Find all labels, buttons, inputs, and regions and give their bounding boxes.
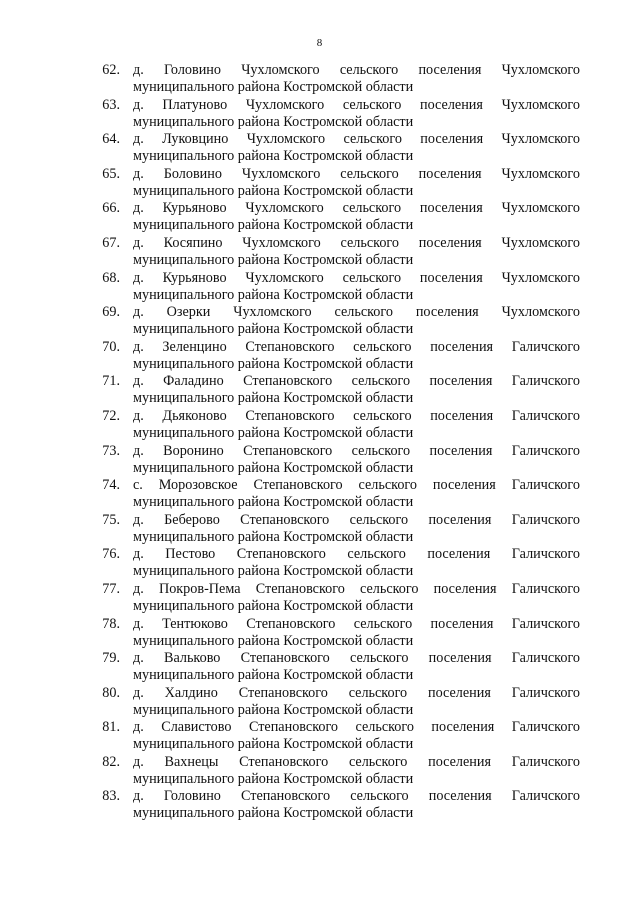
item-word: поселения: [427, 546, 491, 563]
item-word: поселения: [430, 407, 494, 424]
item-word: Галичского: [511, 753, 580, 770]
item-word: д.: [133, 407, 144, 424]
item-word: сельского: [334, 304, 393, 321]
list-item: [86, 443, 580, 478]
item-first-line: [133, 754, 580, 771]
item-word: д.: [133, 580, 144, 597]
item-word: д.: [133, 269, 144, 286]
item-word: Степановского: [243, 442, 333, 459]
item-second-line: муниципального района Костромской области: [133, 459, 414, 476]
item-word: Галичского: [511, 338, 580, 355]
item-word: Галичского: [511, 684, 580, 701]
item-number: 77.: [102, 580, 120, 597]
item-first-line: [133, 373, 580, 390]
item-word: сельского: [351, 373, 411, 390]
item-word: Чухломского: [501, 304, 580, 321]
item-word: Чухломского: [246, 131, 326, 148]
item-word: поселения: [420, 131, 484, 148]
item-first-line: [133, 443, 580, 460]
item-word: д.: [133, 96, 144, 113]
item-second-line: муниципального района Костромской области: [133, 79, 414, 95]
list-item: [86, 200, 580, 235]
item-word: Чухломского: [501, 62, 580, 78]
item-word: д.: [133, 650, 144, 667]
item-word: д.: [133, 234, 144, 251]
list-item: [86, 512, 580, 547]
item-word: Курьяново: [162, 200, 227, 217]
item-word: сельского: [339, 62, 399, 78]
item-second-line: муниципального района Костромской области: [133, 321, 414, 338]
list-item: [86, 754, 580, 789]
item-word: Степановского: [243, 373, 333, 390]
item-number: 63.: [102, 96, 120, 113]
list-item: [86, 719, 580, 754]
item-word: Степановского: [239, 753, 329, 770]
list-item: [86, 685, 580, 720]
item-number: 66.: [102, 200, 120, 217]
item-second-line: муниципального района Костромской области: [133, 355, 414, 372]
item-number: 64.: [102, 131, 120, 148]
item-word: Чухломского: [245, 200, 324, 217]
item-word: Степановского: [248, 719, 339, 736]
item-word: Галичского: [511, 719, 580, 736]
item-word: д.: [133, 511, 144, 528]
item-word: Степановского: [245, 407, 335, 424]
item-number: 75.: [102, 511, 120, 528]
item-word: д.: [133, 304, 144, 321]
item-second-line: муниципального района Костромской области: [133, 251, 414, 268]
item-word: Вахнецы: [164, 753, 219, 770]
item-word: д.: [133, 373, 144, 390]
item-word: сельского: [348, 684, 408, 701]
item-word: Степановского: [241, 788, 331, 805]
item-number: 70.: [102, 338, 120, 355]
item-word: д.: [133, 684, 144, 701]
item-first-line: [133, 477, 580, 494]
item-word: Галичского: [511, 615, 580, 632]
item-number: 72.: [102, 407, 120, 424]
item-word: д.: [133, 165, 144, 182]
item-word: поселения: [429, 373, 493, 390]
item-word: Фаладино: [163, 373, 224, 390]
item-word: Боловино: [163, 165, 222, 182]
item-word: сельского: [342, 96, 402, 113]
item-second-line: муниципального района Костромской области: [133, 217, 414, 234]
item-word: д.: [133, 719, 144, 736]
item-word: д.: [133, 788, 144, 805]
item-number: 79.: [102, 650, 120, 667]
item-first-line: [133, 685, 580, 702]
item-word: сельского: [358, 477, 417, 494]
item-word: сельского: [340, 165, 399, 182]
item-number: 80.: [102, 684, 120, 701]
item-first-line: [133, 719, 580, 736]
list-item: [86, 270, 580, 305]
page-number: 8: [316, 37, 323, 49]
item-second-line: муниципального района Костромской области: [133, 701, 414, 718]
item-word: поселения: [430, 338, 494, 355]
item-number: 74.: [102, 477, 120, 494]
item-word: сельского: [342, 200, 402, 217]
settlement-list: [86, 62, 580, 823]
item-word: Чухломского: [241, 62, 320, 78]
list-item: [86, 97, 580, 132]
item-number: 78.: [102, 615, 120, 632]
item-word: Галичского: [511, 373, 580, 390]
item-word: д.: [133, 131, 144, 148]
item-word: сельского: [340, 234, 399, 251]
item-word: поселения: [420, 96, 483, 113]
item-second-line: муниципального района Костромской области: [133, 424, 414, 441]
item-word: Косяпино: [163, 234, 223, 251]
item-word: Головино: [163, 62, 221, 78]
item-number: 68.: [102, 269, 120, 286]
item-word: Степановского: [253, 477, 343, 494]
item-word: Степановского: [255, 580, 345, 597]
item-word: поселения: [418, 165, 482, 182]
item-word: поселения: [419, 269, 483, 286]
item-word: поселения: [429, 442, 493, 459]
item-word: д.: [133, 200, 144, 217]
item-word: поселения: [432, 477, 496, 494]
item-second-line: муниципального района Костромской области: [133, 597, 414, 614]
item-second-line: муниципального района Костромской области: [133, 494, 414, 511]
item-word: Галичского: [511, 580, 580, 597]
list-item: [86, 166, 580, 201]
item-word: д.: [133, 442, 144, 459]
item-word: Пестово: [165, 546, 216, 563]
item-word: д.: [133, 338, 144, 355]
item-first-line: [133, 235, 580, 252]
item-second-line: муниципального района Костромской области: [133, 805, 414, 822]
item-word: поселения: [430, 615, 494, 632]
item-word: поселения: [428, 684, 491, 701]
item-word: сельского: [349, 650, 409, 667]
item-second-line: муниципального района Костромской области: [133, 632, 414, 649]
item-word: Степановского: [240, 650, 330, 667]
item-first-line: [133, 339, 580, 356]
item-word: д.: [133, 753, 144, 770]
item-word: сельского: [350, 788, 409, 805]
item-word: Галичского: [511, 442, 580, 459]
item-first-line: [133, 581, 580, 598]
list-item: [86, 546, 580, 581]
item-word: поселения: [428, 511, 492, 528]
item-number: 82.: [102, 753, 120, 770]
item-word: Покров-Пема: [158, 580, 241, 597]
item-number: 76.: [102, 546, 120, 563]
item-word: сельского: [343, 131, 402, 148]
item-word: Чухломского: [501, 131, 580, 148]
item-word: сельского: [351, 442, 411, 459]
item-word: Чухломского: [501, 165, 580, 182]
item-word: Головино: [163, 788, 221, 805]
item-first-line: [133, 270, 580, 287]
item-word: Чухломского: [233, 304, 312, 321]
item-first-line: [133, 166, 580, 183]
item-word: Воронино: [163, 442, 224, 459]
item-word: Чухломского: [501, 200, 580, 217]
item-second-line: муниципального района Костромской области: [133, 390, 414, 407]
item-word: Зеленцино: [162, 338, 227, 355]
list-item: [86, 650, 580, 685]
item-first-line: [133, 512, 580, 529]
list-item: [86, 235, 580, 270]
item-word: Тентюково: [162, 615, 228, 632]
item-number: 83.: [102, 788, 120, 805]
item-word: Чухломского: [501, 269, 580, 286]
item-word: Степановского: [245, 338, 335, 355]
item-word: Степановского: [240, 511, 330, 528]
item-word: Галичского: [511, 788, 580, 805]
item-first-line: [133, 546, 580, 563]
item-word: поселения: [428, 753, 492, 770]
list-item: [86, 304, 580, 339]
item-word: Морозовское: [158, 477, 238, 494]
item-word: сельского: [355, 719, 414, 736]
item-first-line: [133, 200, 580, 217]
item-number: 65.: [102, 165, 120, 182]
item-first-line: [133, 650, 580, 667]
item-word: поселения: [428, 788, 492, 805]
item-word: Галичского: [511, 650, 580, 667]
item-word: Чухломского: [245, 269, 324, 286]
item-word: д.: [133, 62, 144, 78]
item-second-line: муниципального района Костромской области: [133, 286, 414, 303]
list-item: [86, 339, 580, 374]
item-second-line: муниципального района Костромской области: [133, 736, 414, 753]
item-word: сельского: [342, 269, 402, 286]
item-second-line: муниципального района Костромской области: [133, 528, 414, 545]
list-item: [86, 408, 580, 443]
item-word: Халдино: [164, 684, 218, 701]
item-word: сельского: [349, 511, 409, 528]
item-word: Чухломского: [241, 165, 321, 182]
item-number: 71.: [102, 373, 120, 390]
item-word: Беберово: [164, 511, 220, 528]
item-word: Чухломского: [501, 234, 580, 251]
item-word: Галичского: [511, 511, 580, 528]
item-word: Курьяново: [162, 269, 227, 286]
item-word: Чухломского: [501, 96, 580, 113]
item-word: поселения: [433, 580, 497, 597]
item-first-line: [133, 304, 580, 321]
item-first-line: [133, 788, 580, 805]
item-word: Галичского: [511, 477, 580, 494]
item-first-line: [133, 62, 580, 79]
item-second-line: муниципального района Костромской области: [133, 770, 414, 787]
list-item: [86, 131, 580, 166]
item-second-line: муниципального района Костромской области: [133, 148, 414, 165]
item-word: Славистово: [161, 719, 232, 736]
item-word: Степановского: [236, 546, 326, 563]
list-item: [86, 581, 580, 616]
item-word: поселения: [418, 234, 482, 251]
item-first-line: [133, 408, 580, 425]
item-word: Степановского: [238, 684, 328, 701]
item-word: Чухломского: [245, 96, 325, 113]
list-item: [86, 616, 580, 651]
list-item: [86, 788, 580, 823]
item-number: 62.: [102, 62, 120, 78]
item-word: сельского: [353, 407, 412, 424]
item-word: Галичского: [511, 546, 580, 563]
item-word: Озерки: [166, 304, 211, 321]
item-word: Галичского: [511, 407, 580, 424]
item-word: Дьяконово: [162, 407, 227, 424]
item-word: поселения: [415, 304, 479, 321]
item-word: сельского: [353, 338, 412, 355]
item-word: сельского: [348, 753, 408, 770]
item-second-line: муниципального района Костромской области: [133, 667, 414, 684]
item-number: 73.: [102, 442, 120, 459]
item-word: сельского: [360, 580, 419, 597]
list-item: [86, 373, 580, 408]
item-word: поселения: [428, 650, 492, 667]
item-word: Платуново: [162, 96, 228, 113]
item-word: Луковцино: [162, 131, 229, 148]
item-word: д.: [133, 546, 144, 563]
item-first-line: [133, 616, 580, 633]
item-first-line: [133, 97, 580, 114]
item-first-line: [133, 131, 580, 148]
item-second-line: муниципального района Костромской области: [133, 563, 414, 580]
item-number: 67.: [102, 234, 120, 251]
item-word: сельского: [347, 546, 406, 563]
item-word: поселения: [431, 719, 495, 736]
list-item: [86, 62, 580, 97]
item-second-line: муниципального района Костромской области: [133, 182, 414, 199]
item-word: Степановского: [246, 615, 336, 632]
item-word: поселения: [418, 62, 482, 78]
item-second-line: муниципального района Костромской области: [133, 113, 414, 130]
item-number: 81.: [102, 719, 120, 736]
item-number: 69.: [102, 304, 120, 321]
list-item: [86, 477, 580, 512]
item-word: поселения: [419, 200, 483, 217]
item-word: Вальково: [164, 650, 221, 667]
item-word: с.: [133, 477, 143, 494]
item-word: сельского: [353, 615, 413, 632]
item-word: д.: [133, 615, 144, 632]
item-word: Чухломского: [242, 234, 321, 251]
